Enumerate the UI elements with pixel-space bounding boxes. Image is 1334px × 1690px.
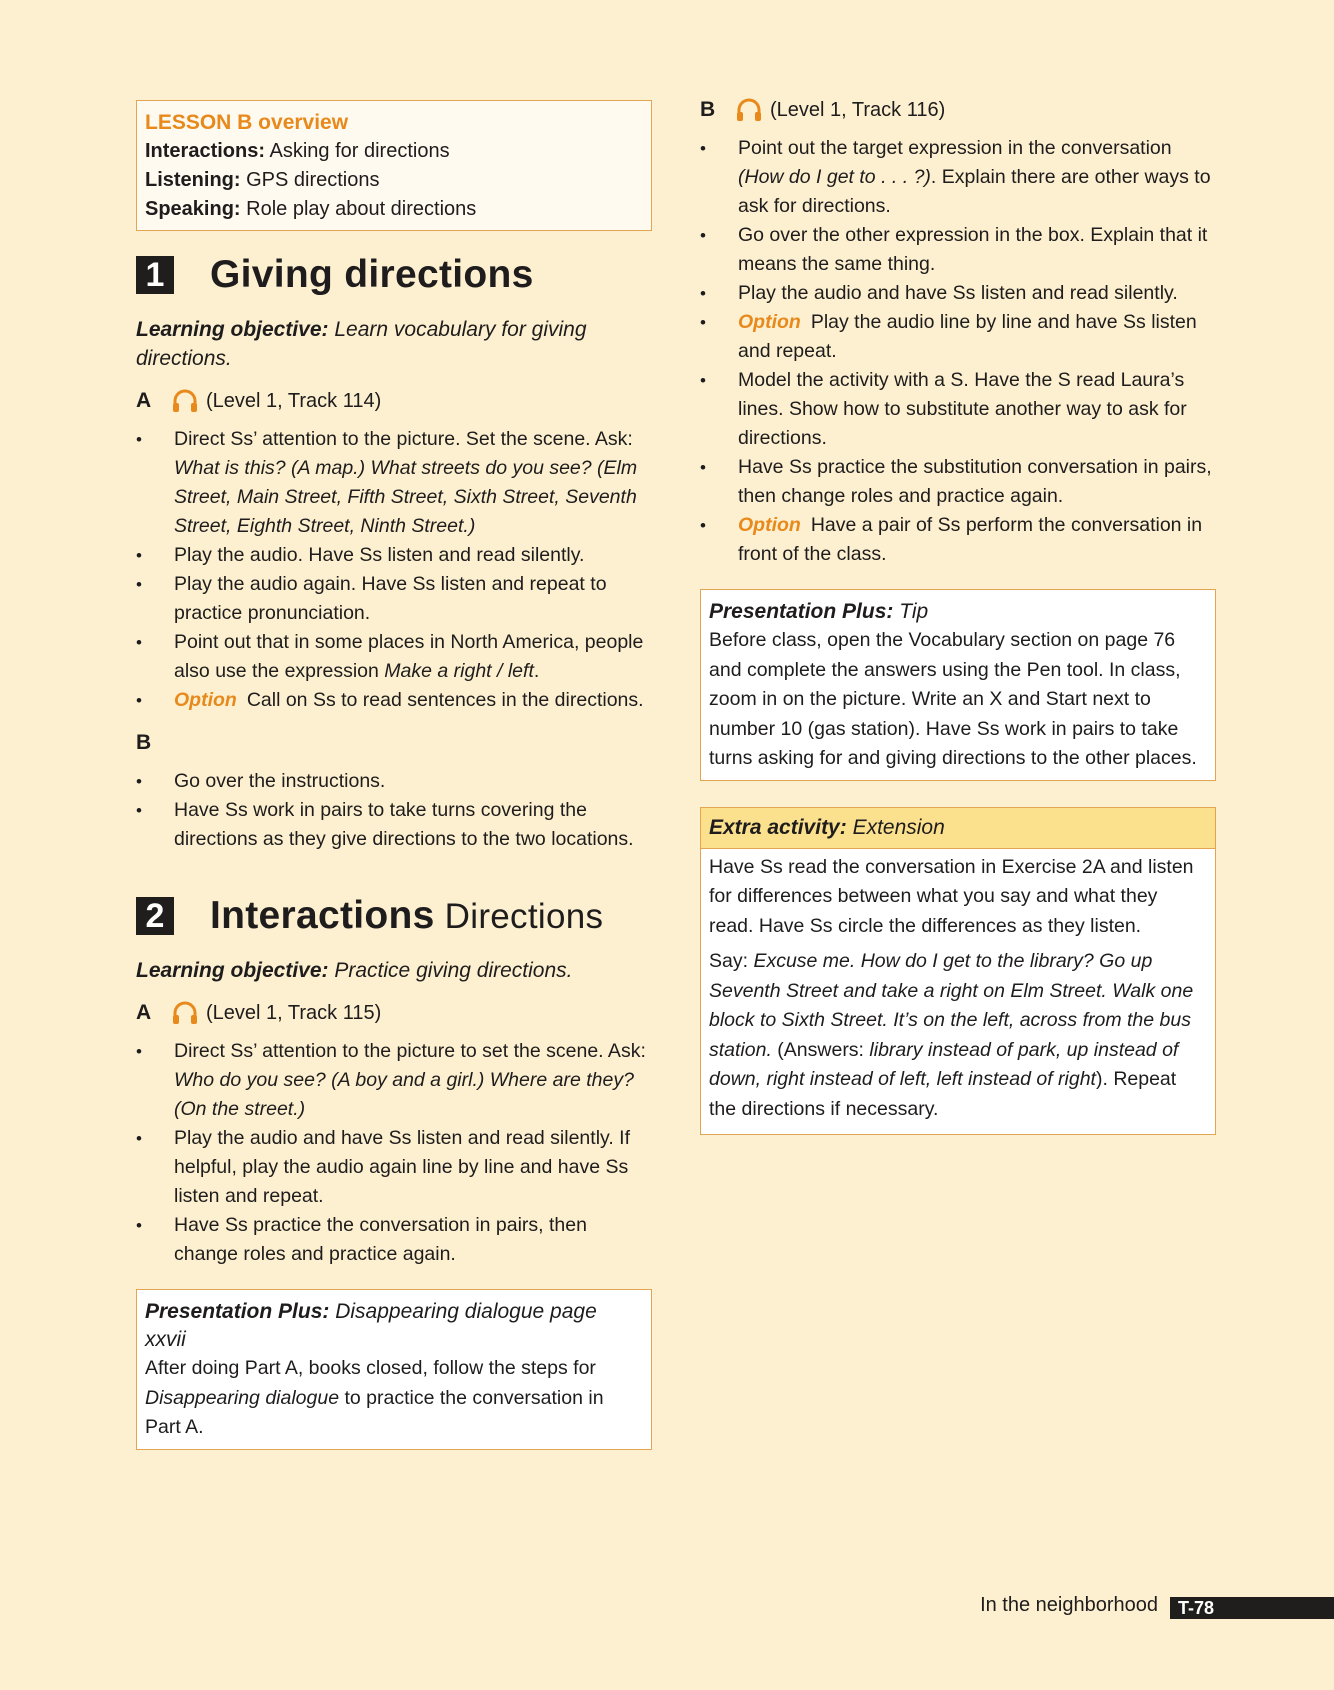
left-column xyxy=(136,100,652,1450)
track-label: (Level 1, Track 114) xyxy=(206,389,382,412)
headphones-icon xyxy=(736,98,762,122)
headphones-icon xyxy=(172,389,198,413)
section-2-heading xyxy=(136,894,652,938)
list-item: • Have Ss work in pairs to take turns covering the directions as they give directions to the two locations. xyxy=(136,796,652,854)
section-1-heading xyxy=(136,253,652,297)
list-item: • Direct Ss’ attention to the picture. Set the scene. Ask: What is this? (A map.) What streets do you see? (Elm Street, Main Street, Fifth Street, Sixth Street, Seventh Street, Eighth Street, Ninth Street.) xyxy=(136,425,652,541)
box-text: After doing Part A, books closed, follow the steps for Disappearing dialogue to practice the conversation in Part A. xyxy=(145,1357,604,1438)
overview-title: LESSON B overview xyxy=(145,111,349,134)
list-item: • Play the audio and have Ss listen and read silently. If helpful, play the audio again line by line and have Ss listen and repeat. xyxy=(136,1124,652,1211)
learning-objective: Learning objective: Practice giving directions. xyxy=(136,959,573,982)
box-heading: Presentation Plus: Tip xyxy=(709,600,929,623)
part-a-heading: A (Level 1, Track 115) xyxy=(136,1001,382,1024)
lesson-overview-box xyxy=(136,100,652,231)
bullet-list xyxy=(136,1037,652,1269)
extra-activity-box xyxy=(700,807,1216,1136)
track-label: (Level 1, Track 115) xyxy=(206,1001,382,1024)
bullet-list xyxy=(700,134,1216,569)
section-title: Giving directions xyxy=(210,253,534,296)
list-item: • Play the audio. Have Ss listen and read silently. xyxy=(136,541,652,570)
overview-line: Speaking: Role play about directions xyxy=(145,198,477,220)
footer-title: In the neighborhood xyxy=(980,1594,1158,1616)
bullet-list xyxy=(136,425,652,715)
page-footer xyxy=(0,1596,1334,1618)
option-label: Option xyxy=(738,311,801,333)
track-label: (Level 1, Track 116) xyxy=(770,98,946,121)
box-heading: Presentation Plus: Disappearing dialogue page xxvii xyxy=(145,1300,597,1351)
option-label: Option xyxy=(174,689,237,711)
part-a-heading: A (Level 1, Track 114) xyxy=(136,389,382,412)
part-b-heading: B xyxy=(136,731,152,754)
list-item: • Play the audio again. Have Ss listen and repeat to practice pronunciation. xyxy=(136,570,652,628)
overview-line: Interactions: Asking for directions xyxy=(145,140,450,162)
list-item: • Go over the instructions. xyxy=(136,767,652,796)
list-item: • Play the audio and have Ss listen and read silently. xyxy=(700,279,1216,308)
bullet-list xyxy=(136,767,652,854)
option-label: Option xyxy=(738,514,801,536)
box-heading: Extra activity: Extension xyxy=(701,808,1215,849)
list-item: • Option Call on Ss to read sentences in the directions. xyxy=(136,686,652,715)
list-item: • Have Ss practice the conversation in pairs, then change roles and practice again. xyxy=(136,1211,652,1269)
list-item: • Point out the target expression in the conversation (How do I get to . . . ?). Explain there are other ways to ask for directions. xyxy=(700,134,1216,221)
overview-line: Listening: GPS directions xyxy=(145,169,380,191)
headphones-icon xyxy=(172,1001,198,1025)
box-text: Before class, open the Vocabulary section on page 76 and complete the answers using the Pen tool. In class, zoom in on the picture. Write an X and Start next to number 10 (gas station). Have Ss work in pairs to take turns asking for and giving directions to the other places. xyxy=(709,629,1197,769)
list-item: • Point out that in some places in North America, people also use the expression Make a right / left. xyxy=(136,628,652,686)
page-number: T-78 xyxy=(1170,1597,1334,1619)
learning-objective: Learning objective: Learn vocabulary for giving directions. xyxy=(136,318,587,370)
list-item: • Go over the other expression in the box. Explain that it means the same thing. xyxy=(700,221,1216,279)
presentation-plus-tip-box xyxy=(700,589,1216,781)
list-item: • Model the activity with a S. Have the S read Laura’s lines. Show how to substitute another way to ask for directions. xyxy=(700,366,1216,453)
right-column xyxy=(700,98,1216,1135)
list-item: • Option Play the audio line by line and have Ss listen and repeat. xyxy=(700,308,1216,366)
list-item: • Option Have a pair of Ss perform the conversation in front of the class. xyxy=(700,511,1216,569)
section-number: 2 xyxy=(136,897,174,935)
presentation-plus-box xyxy=(136,1289,652,1450)
section-title: Interactions Directions xyxy=(210,894,604,937)
list-item: • Direct Ss’ attention to the picture to set the scene. Ask: Who do you see? (A boy and a girl.) Where are they? (On the street.) xyxy=(136,1037,652,1124)
box-text: Have Ss read the conversation in Exercise 2A and listen for differences between what you say and what they read. Have Ss circle the differences as they listen. Say: Excuse me. How do I get to the library? Go up Seventh Street and take a right on Elm Street. Walk one block to Sixth Street. It’s on the left, across from the bus station. (Answers: library instead of park, up instead of down, right instead of left, left instead of right). Repeat the directions if necessary. xyxy=(709,855,1194,1120)
part-b-heading: B (Level 1, Track 116) xyxy=(700,98,946,121)
list-item: • Have Ss practice the substitution conversation in pairs, then change roles and practice again. xyxy=(700,453,1216,511)
section-number: 1 xyxy=(136,256,174,294)
